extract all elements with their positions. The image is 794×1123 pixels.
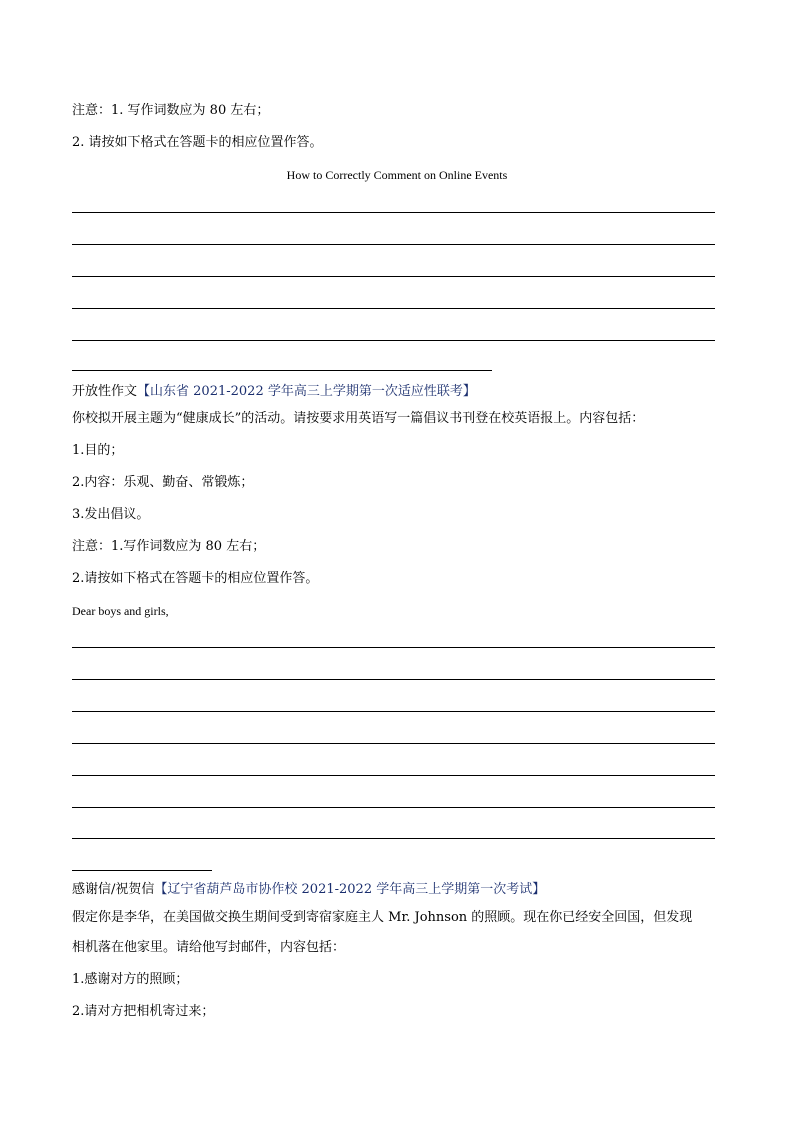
answer-line xyxy=(72,276,715,277)
answer-line xyxy=(72,838,715,839)
note-format: 2.请按如下格式在答题卡的相应位置作答。 xyxy=(72,571,319,586)
section-divider xyxy=(72,870,212,871)
answer-line xyxy=(72,711,715,712)
answer-line xyxy=(72,212,715,213)
note-format: 2. 请按如下格式在答题卡的相应位置作答。 xyxy=(72,135,323,150)
list-item: 2.请对方把相机寄过来； xyxy=(72,1004,215,1019)
section-category: 开放性作文 xyxy=(72,384,138,399)
answer-line xyxy=(72,340,715,341)
answer-line xyxy=(72,743,715,744)
answer-line xyxy=(72,775,715,776)
letter-greeting: Dear boys and girls, xyxy=(72,604,169,618)
task-prompt: 你校拟开展主题为“健康成长”的活动。请按要求用英语写一篇倡议书刊登在校英语报上。内容包括： xyxy=(72,411,645,426)
essay-title: How to Correctly Comment on Online Events xyxy=(286,168,508,182)
note-word-count: 注意：1.写作词数应为 80 左右； xyxy=(72,539,266,554)
answer-line xyxy=(72,807,715,808)
list-item: 2.内容：乐观、勤奋、常锻炼； xyxy=(72,475,254,490)
answer-line xyxy=(72,244,715,245)
section-heading xyxy=(72,882,545,898)
note-word-count: 注意：1. 写作词数应为 80 左右； xyxy=(72,103,270,118)
list-item: 1.目的； xyxy=(72,443,124,458)
list-item: 3.发出倡议。 xyxy=(72,507,150,522)
section-source: 【山东省 2021-2022 学年高三上学期第一次适应性联考】 xyxy=(137,384,476,399)
answer-line xyxy=(72,679,715,680)
section-heading xyxy=(72,384,476,400)
section-divider xyxy=(72,370,492,371)
section-category: 感谢信/祝贺信 xyxy=(72,882,155,897)
list-item: 1.感谢对方的照顾； xyxy=(72,972,189,987)
task-prompt: 假定你是李华，在美国做交换生期间受到寄宿家庭主人 Mr. Johnson 的照顾。现在你已经安全回国，但发现 xyxy=(72,910,693,925)
answer-line xyxy=(72,647,715,648)
task-prompt: 相机落在他家里。请给他写封邮件，内容包括： xyxy=(72,940,346,955)
answer-line xyxy=(72,308,715,309)
section-source: 【辽宁省葫芦岛市协作校 2021-2022 学年高三上学期第一次考试】 xyxy=(154,882,546,897)
